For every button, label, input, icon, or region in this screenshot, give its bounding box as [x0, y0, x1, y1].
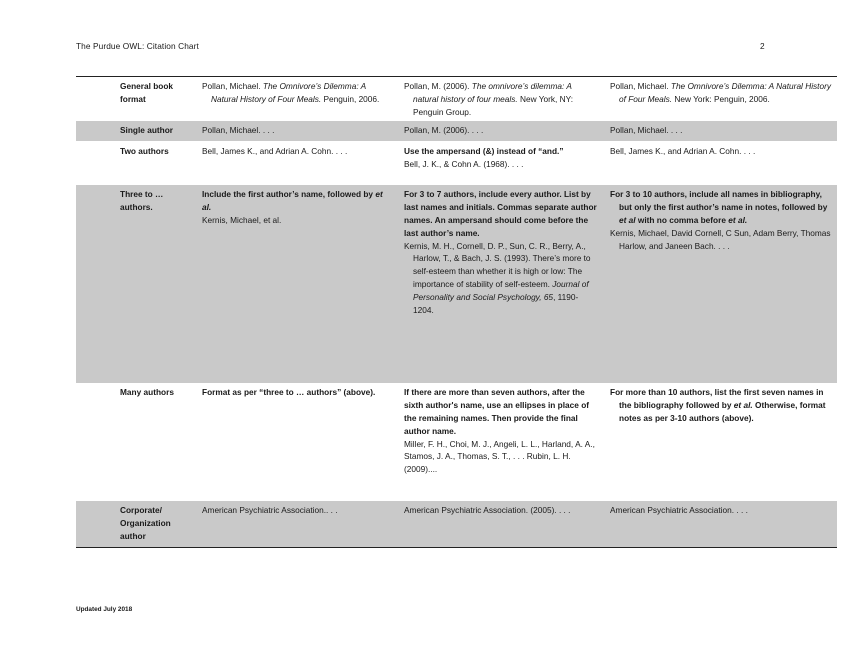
cell-mla: American Psychiatric Association.. . . — [196, 501, 398, 547]
table-row-three-authors — [76, 185, 837, 383]
page-number: 2 — [760, 41, 765, 51]
table-row-corporate-author — [76, 501, 837, 547]
row-label: General book format — [114, 77, 196, 122]
cell-apa: Pollan, M. (2006). . . . — [398, 121, 604, 141]
table-row-single-author — [76, 121, 837, 141]
cell-chicago: For 3 to 10 authors, include all names in bibliography, but only the first author’s name in notes, followed by et al with no comma before et al. Kernis, Michael, David Cornell, C Sun, Adam Berry, Thomas Harlow, and Janeen Bach. . . . — [604, 185, 837, 383]
table-row-many-authors — [76, 383, 837, 501]
page-header-title: The Purdue OWL: Citation Chart — [76, 41, 199, 51]
cell-mla: Include the first author’s name, followed by et al. Kernis, Michael, et al. — [196, 185, 398, 383]
cell-apa: Pollan, M. (2006). The omnivore’s dilemma: A natural history of four meals. New York, NY: Penguin Group. — [398, 77, 604, 122]
table-row-two-authors — [76, 141, 837, 185]
cell-mla: Pollan, Michael. . . . — [196, 121, 398, 141]
cell-chicago: Bell, James K., and Adrian A. Cohn. . . . — [610, 145, 756, 156]
citation-chart-table — [76, 76, 837, 548]
cell-apa: Use the ampersand (&) instead of “and.” Bell, J. K., & Cohn A. (1968). . . . — [404, 145, 564, 169]
cell-chicago: Pollan, Michael. The Omnivore’s Dilemma: A Natural History of Four Meals. New York: Penguin, 2006. — [604, 77, 837, 122]
cell-apa: American Psychiatric Association. (2005). . . . — [398, 501, 604, 547]
cell-mla: Bell, James K., and Adrian A. Cohn. . . . — [202, 145, 348, 156]
table-row-general-book-format — [76, 77, 837, 122]
cell-apa: For 3 to 7 authors, include every author. List by last names and initials. Commas separate author names. An ampersand should come before the last author’s name. Kernis, M. H., Cornell, D. P., Sun, C. R., Berry, A., Harlow, T., & Bach, J. S. (1993). There’s more to self-esteem than whether it is high or low: The importance of stability of self-esteem. Journal of Personality and Social Psychology, 65, 1190-1204. — [398, 185, 604, 383]
updated-date: Updated July 2018 — [76, 606, 133, 613]
row-label: Single author — [114, 121, 196, 141]
cell-mla: Format as per “three to … authors” (above). — [202, 387, 376, 398]
cell-apa: If there are more than seven authors, after the sixth author's name, use an ellipses in place of the remaining names. Then provide the final author name. Miller, F. H., Choi, M. J., Angeli, L. L., Harland, A. A., Stamos, J. A., Thomas, S. T., . . . Rubin, L. H. (2009).... — [404, 387, 595, 475]
row-label: Corporate/ Organization author — [114, 501, 196, 547]
cell-chicago: For more than 10 authors, list the first seven names in the bibliography followed by et al. Otherwise, format notes as per 3-10 authors (above). — [610, 387, 826, 423]
cell-mla: Pollan, Michael. The Omnivore’s Dilemma: A Natural History of Four Meals. Penguin, 2006. — [196, 77, 398, 122]
cell-chicago: American Psychiatric Association. . . . — [604, 501, 837, 547]
row-label: Three to … authors. — [114, 185, 196, 383]
row-label: Many authors — [120, 387, 174, 398]
row-label: Two authors — [120, 145, 169, 156]
cell-chicago: Pollan, Michael. . . . — [604, 121, 837, 141]
